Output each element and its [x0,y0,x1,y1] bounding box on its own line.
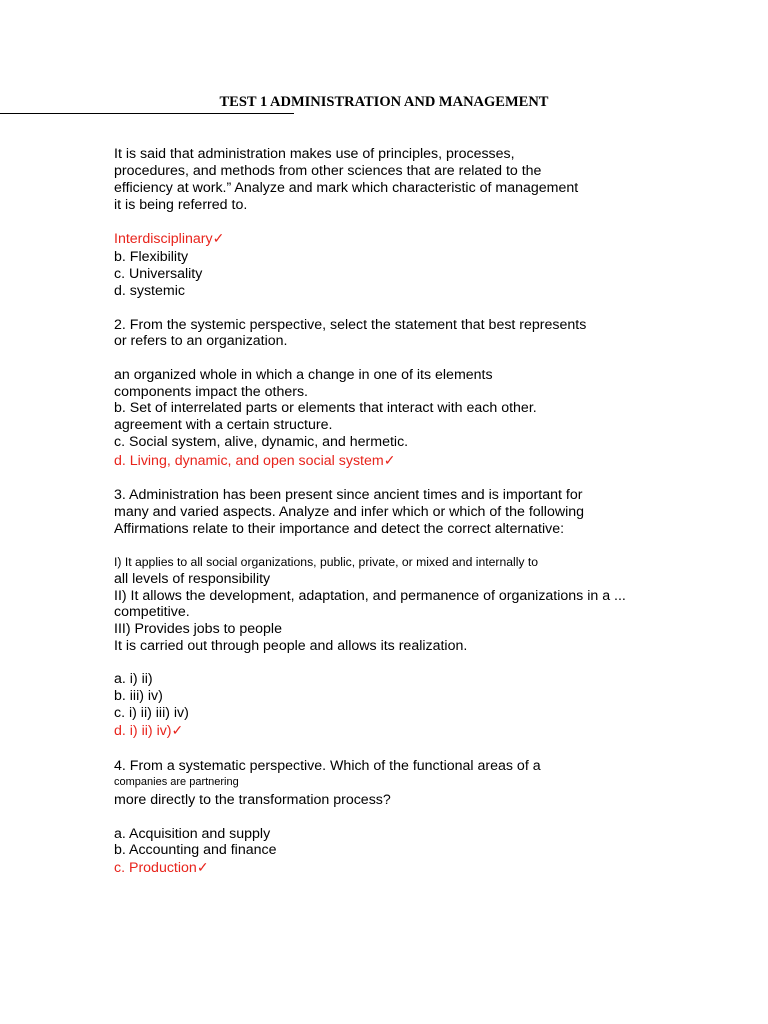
q1-option-d: d. systemic [114,283,185,299]
check-mark-icon: ✓ [171,723,184,739]
q2-option-line: components impact the others. [114,384,308,400]
q2-option-line: agreement with a certain structure. [114,417,333,433]
title-underline [0,113,294,114]
q3-option-a: a. i) ii) [114,671,153,687]
q3-stem-line: many and varied aspects. Analyze and infer which or which of the following [114,504,585,520]
q4-option-a: a. Acquisition and supply [114,826,271,842]
q3-stem-line: 3. Administration has been present since ancient times and is important for [114,487,583,503]
q1-stem-line: it is being referred to. [114,197,248,213]
check-mark-icon: ✓ [196,860,209,876]
q1-option-c: c. Universality [114,266,203,282]
q3-statement-line: I) It applies to all social organizations, public, private, or mixed and internally to [114,555,539,569]
q2-stem-line: or refers to an organization. [114,333,288,349]
q2-option-line: c. Social system, alive, dynamic, and hermetic. [114,434,409,450]
q1-option-b: b. Flexibility [114,249,189,265]
q3-statement-line: It is carried out through people and allows its realization. [114,638,468,654]
q4-option-correct [114,860,209,877]
q2-option-correct [114,453,396,470]
title-text: TEST 1 ADMINISTRATION AND MANAGEMENT [219,94,549,110]
q4-option-c: c. Production [114,860,197,876]
q2-option-d: d. Living, dynamic, and open social system [114,453,384,469]
check-mark-icon: ✓ [212,231,225,247]
q3-option-d: d. i) ii) iv) [114,723,172,739]
q3-option-correct [114,723,183,740]
q1-stem-line: It is said that administration makes use of principles, processes, [114,146,515,162]
q3-statement-line: competitive. [114,604,190,620]
q4-stem-line: 4. From a systematic perspective. Which of the functional areas of a [114,758,541,774]
q3-stem-line: Affirmations relate to their importance and detect the correct alternative: [114,521,565,537]
q3-option-b: b. iii) iv) [114,688,163,704]
q1-stem-line: procedures, and methods from other sciences that are related to the [114,163,542,179]
q2-option-line: b. Set of interrelated parts or elements that interact with each other. [114,400,537,416]
check-mark-icon: ✓ [383,453,396,469]
q3-statement-line: III) Provides jobs to people [114,621,282,637]
q4-option-b: b. Accounting and finance [114,842,277,858]
q4-stem-line: companies are partnering [114,776,239,788]
q1-option-correct [114,231,224,248]
q2-option-line: an organized whole in which a change in one of its elements [114,367,493,383]
q1-stem-line: efficiency at work.” Analyze and mark which characteristic of management [114,180,579,196]
q3-statement-line: all levels of responsibility [114,571,271,587]
q2-stem-line: 2. From the systemic perspective, select the statement that best represents [114,317,587,333]
q1-option-a: Interdisciplinary [114,231,213,247]
page-title [0,94,768,111]
q4-stem-line: more directly to the transformation process? [114,792,391,808]
q3-option-c: c. i) ii) iii) iv) [114,705,189,721]
q3-statement-line: II) It allows the development, adaptation, and permanence of organizations in a ... [114,588,626,604]
